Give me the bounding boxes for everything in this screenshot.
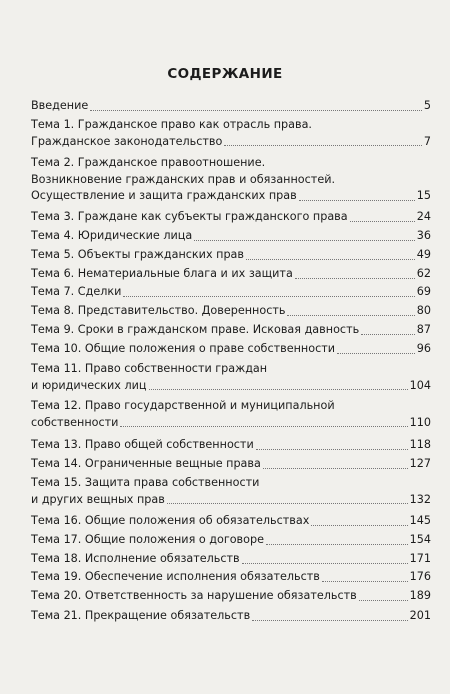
toc-entry-title: Тема 1. Гражданское право как отрасль права. (31, 118, 312, 131)
dot-leader (266, 544, 408, 545)
toc-entry (31, 608, 431, 625)
toc-page-number: 5 (423, 99, 431, 112)
dot-leader (90, 110, 422, 111)
toc-entry-title: Тема 9. Сроки в гражданском праве. Исковая давность (31, 323, 360, 336)
toc-entry-line (31, 378, 431, 395)
toc-entry (31, 284, 431, 301)
toc-entry (31, 228, 431, 245)
toc-entry-title: Введение (31, 99, 89, 112)
toc-page-number: 127 (409, 457, 431, 470)
toc-entry-line (31, 588, 431, 605)
dot-leader (246, 259, 415, 260)
toc-entry-line (31, 247, 431, 264)
toc-entry-title: Тема 4. Юридические лица (31, 229, 193, 242)
toc-page-number: 171 (409, 552, 431, 565)
toc-entry-line (31, 513, 431, 530)
toc-page-number: 176 (409, 570, 431, 583)
toc-entry-line (31, 322, 431, 339)
dot-leader (359, 600, 408, 601)
dot-leader (224, 145, 422, 146)
toc-entry-line (31, 117, 431, 134)
toc-entry (31, 398, 431, 431)
toc-entry-line (31, 228, 431, 245)
toc-page-number: 49 (416, 248, 431, 261)
toc-entry-title: Тема 12. Право государственной и муниципальной (31, 399, 335, 412)
dot-leader (252, 620, 407, 621)
toc-page-number: 154 (409, 533, 431, 546)
dot-leader (299, 200, 415, 201)
toc-entry (31, 361, 431, 394)
toc-entry-line (31, 284, 431, 301)
toc-page-number: 132 (409, 492, 431, 506)
dot-leader (194, 240, 414, 241)
toc-entry-title: собственности (31, 415, 119, 429)
toc-page-number: 80 (416, 304, 431, 317)
toc-entry-line (31, 172, 431, 189)
toc-entry-title: Тема 13. Право общей собственности (31, 438, 254, 451)
dot-leader (322, 581, 408, 582)
toc-page-number: 7 (423, 134, 431, 148)
toc-entry-line (31, 266, 431, 283)
toc-entry (31, 155, 431, 205)
toc-entry-title: и других вещных прав (31, 492, 165, 506)
dot-leader (337, 353, 415, 354)
toc-entry (31, 588, 431, 605)
dot-leader (242, 563, 408, 564)
toc-entry-line (31, 98, 431, 115)
dot-leader (295, 278, 415, 279)
toc-entry-line (31, 608, 431, 625)
toc-entry-title: Тема 11. Право собственности граждан (31, 362, 268, 375)
dot-leader (120, 426, 407, 427)
toc-entry-title: Тема 20. Ответственность за нарушение обязательств (31, 589, 357, 602)
toc-entry-line (31, 551, 431, 568)
toc-entry-line (31, 155, 431, 172)
toc-entry-line (31, 437, 431, 454)
toc-entry-title: Тема 21. Прекращение обязательств (31, 609, 251, 622)
toc-page-number: 96 (416, 342, 431, 355)
toc-entry (31, 209, 431, 226)
toc-entry-title: Тема 7. Сделки (31, 285, 122, 298)
page-title: СОДЕРЖАНИЕ (167, 66, 283, 82)
toc-entry-title: Тема 2. Гражданское правоотношение. (31, 156, 266, 169)
toc-entry-title: Возникновение гражданских прав и обязанностей. (31, 172, 336, 186)
dot-leader (123, 296, 414, 297)
toc-entry-line (31, 303, 431, 320)
toc-entry (31, 475, 431, 508)
toc-entry (31, 266, 431, 283)
toc-entry-title: Тема 19. Обеспечение исполнения обязательств (31, 570, 320, 583)
toc-entry (31, 513, 431, 530)
toc-entry-title: Тема 14. Ограниченные вещные права (31, 457, 261, 470)
toc-entry-line (31, 475, 431, 492)
toc-entry-title: Тема 8. Представительство. Доверенность (31, 304, 286, 317)
toc-entry-title: Осуществление и защита гражданских прав (31, 189, 297, 203)
dot-leader (350, 221, 415, 222)
toc-page-number: 69 (416, 285, 431, 298)
toc-entry-line (31, 134, 431, 151)
toc-entry-title: Тема 18. Исполнение обязательств (31, 552, 240, 565)
toc-entry (31, 551, 431, 568)
toc-entry-line (31, 209, 431, 226)
toc-entry-title: и юридических лиц (31, 378, 147, 392)
dot-leader (149, 389, 408, 390)
dot-leader (287, 315, 414, 316)
toc-entry-title: Тема 15. Защита права собственности (31, 476, 260, 489)
toc-entry-line (31, 361, 431, 378)
toc-entry (31, 303, 431, 320)
dot-leader (361, 334, 415, 335)
toc-entry-line (31, 415, 431, 432)
toc-entry (31, 532, 431, 549)
toc-entry-title: Тема 10. Общие положения о праве собственности (31, 342, 336, 355)
toc-entry-line (31, 569, 431, 586)
toc-entry-line (31, 492, 431, 509)
toc-entry-title: Тема 5. Объекты гражданских прав (31, 248, 244, 261)
toc-page-number: 104 (409, 378, 431, 392)
toc-entry (31, 98, 431, 115)
toc-page-number: 24 (416, 210, 431, 223)
toc-entry-title: Тема 17. Общие положения о договоре (31, 533, 264, 546)
toc-entry (31, 456, 431, 473)
toc-page-number: 118 (409, 438, 431, 451)
toc-page-number: 36 (416, 229, 431, 242)
toc-entry-title: Тема 6. Нематериальные блага и их защита (31, 267, 293, 280)
toc-entry-line (31, 532, 431, 549)
dot-leader (167, 503, 408, 504)
toc-entry (31, 437, 431, 454)
toc-entry (31, 322, 431, 339)
toc-page-number: 62 (416, 267, 431, 280)
toc-entry-line (31, 188, 431, 205)
toc-entry-title: Тема 3. Граждане как субъекты гражданского права (31, 210, 348, 223)
toc-entry-line (31, 341, 431, 358)
dot-leader (256, 449, 408, 450)
dot-leader (311, 525, 407, 526)
toc-entry (31, 341, 431, 358)
toc-entry (31, 569, 431, 586)
toc-entry-line (31, 398, 431, 415)
toc-page-number: 201 (409, 609, 431, 622)
toc-entry (31, 117, 431, 150)
toc-page-number: 15 (416, 189, 431, 203)
dot-leader (263, 468, 408, 469)
toc-page-number: 189 (409, 589, 431, 602)
toc-page-number: 145 (409, 514, 431, 527)
toc-page-number: 87 (416, 323, 431, 336)
toc-entry-title: Гражданское законодательство (31, 134, 223, 148)
toc-page-number: 110 (409, 415, 431, 429)
toc-entry-title: Тема 16. Общие положения об обязательствах (31, 514, 310, 527)
toc-entry (31, 247, 431, 264)
toc-entry-line (31, 456, 431, 473)
